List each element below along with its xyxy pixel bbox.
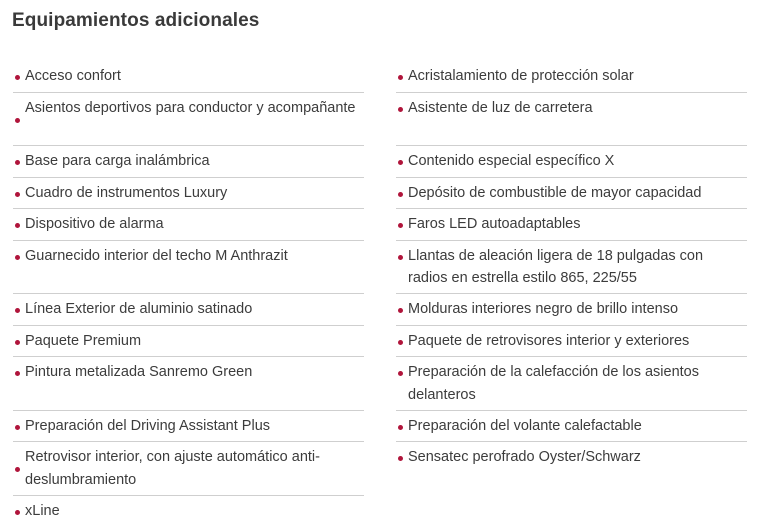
list-item-label: Contenido especial específico X (408, 153, 615, 169)
list-item-label: Asistente de luz de carretera (408, 99, 593, 116)
bullet-icon (398, 425, 403, 430)
bullet-icon (398, 160, 403, 165)
bullet-icon (398, 223, 403, 228)
list-item (13, 294, 364, 326)
list-item (396, 294, 747, 326)
equipment-list-left (13, 61, 364, 527)
list-item (396, 411, 747, 443)
list-item-label: Paquete de retrovisores interior y exteriores (408, 332, 690, 349)
list-item-label: Acristalamiento de protección solar (408, 68, 634, 84)
list-item (396, 326, 747, 358)
list-item (13, 93, 364, 147)
list-item-label: Llantas de aleación ligera de 18 pulgadas con radios en estrella estilo 865, 225/55 (408, 247, 704, 286)
list-item (13, 241, 364, 295)
bullet-icon (15, 118, 20, 123)
list-item (396, 178, 747, 210)
bullet-icon (398, 192, 403, 197)
bullet-icon (398, 255, 403, 260)
list-item (13, 61, 364, 93)
list-item (13, 146, 364, 178)
bullet-icon (398, 340, 403, 345)
section-title: Equipamientos adicionales (12, 10, 260, 31)
bullet-icon (15, 75, 20, 80)
bullet-icon (15, 510, 20, 515)
bullet-icon (398, 308, 403, 313)
list-item-label: Paquete Premium (25, 332, 142, 349)
list-item (396, 93, 747, 147)
bullet-icon (15, 371, 20, 376)
list-item-label: Sensatec perofrado Oyster/Schwarz (408, 449, 641, 465)
list-item-label: Asientos deportivos para conductor y acompañante (25, 99, 356, 116)
list-item-label: Preparación del volante calefactable (408, 417, 642, 434)
list-item (13, 357, 364, 411)
list-item-label: Cuadro de instrumentos Luxury (25, 184, 228, 201)
list-item-label: Faros LED autoadaptables (408, 216, 581, 232)
bullet-icon (398, 107, 403, 112)
list-item-label: Retrovisor interior, con ajuste automático anti-deslumbramiento (25, 449, 320, 488)
list-item (13, 496, 364, 528)
list-item-label: xLine (25, 502, 60, 519)
list-item (13, 442, 364, 496)
bullet-icon (15, 223, 20, 228)
list-item-label: Preparación del Driving Assistant Plus (25, 417, 271, 434)
list-item (396, 209, 747, 241)
bullet-icon (398, 371, 403, 376)
list-item-label: Acceso confort (25, 68, 121, 84)
bullet-icon (15, 425, 20, 430)
list-item (396, 357, 747, 411)
list-item (396, 241, 747, 295)
list-item-label: Dispositivo de alarma (25, 216, 164, 232)
list-item (13, 178, 364, 210)
list-item-label: Depósito de combustible de mayor capacidad (408, 184, 702, 201)
list-item-label: Guarnecido interior del techo M Anthrazit (25, 247, 288, 264)
list-item-label: Preparación de la calefacción de los asientos delanteros (408, 364, 699, 403)
list-item-label: Pintura metalizada Sanremo Green (25, 364, 253, 380)
bullet-icon (15, 255, 20, 260)
bullet-icon (398, 456, 403, 461)
bullet-icon (15, 340, 20, 345)
list-item (396, 61, 747, 93)
bullet-icon (398, 75, 403, 80)
list-item-label: Línea Exterior de aluminio satinado (25, 301, 253, 317)
list-item-label: Base para carga inalámbrica (25, 153, 210, 169)
list-item (13, 209, 364, 241)
list-item (13, 326, 364, 358)
list-item (396, 146, 747, 178)
bullet-icon (15, 467, 20, 472)
equipment-list-right (396, 61, 747, 474)
list-item-label: Molduras interiores negro de brillo intenso (408, 301, 679, 317)
bullet-icon (15, 192, 20, 197)
bullet-icon (15, 160, 20, 165)
bullet-icon (15, 308, 20, 313)
list-item (396, 442, 747, 474)
list-item (13, 411, 364, 443)
